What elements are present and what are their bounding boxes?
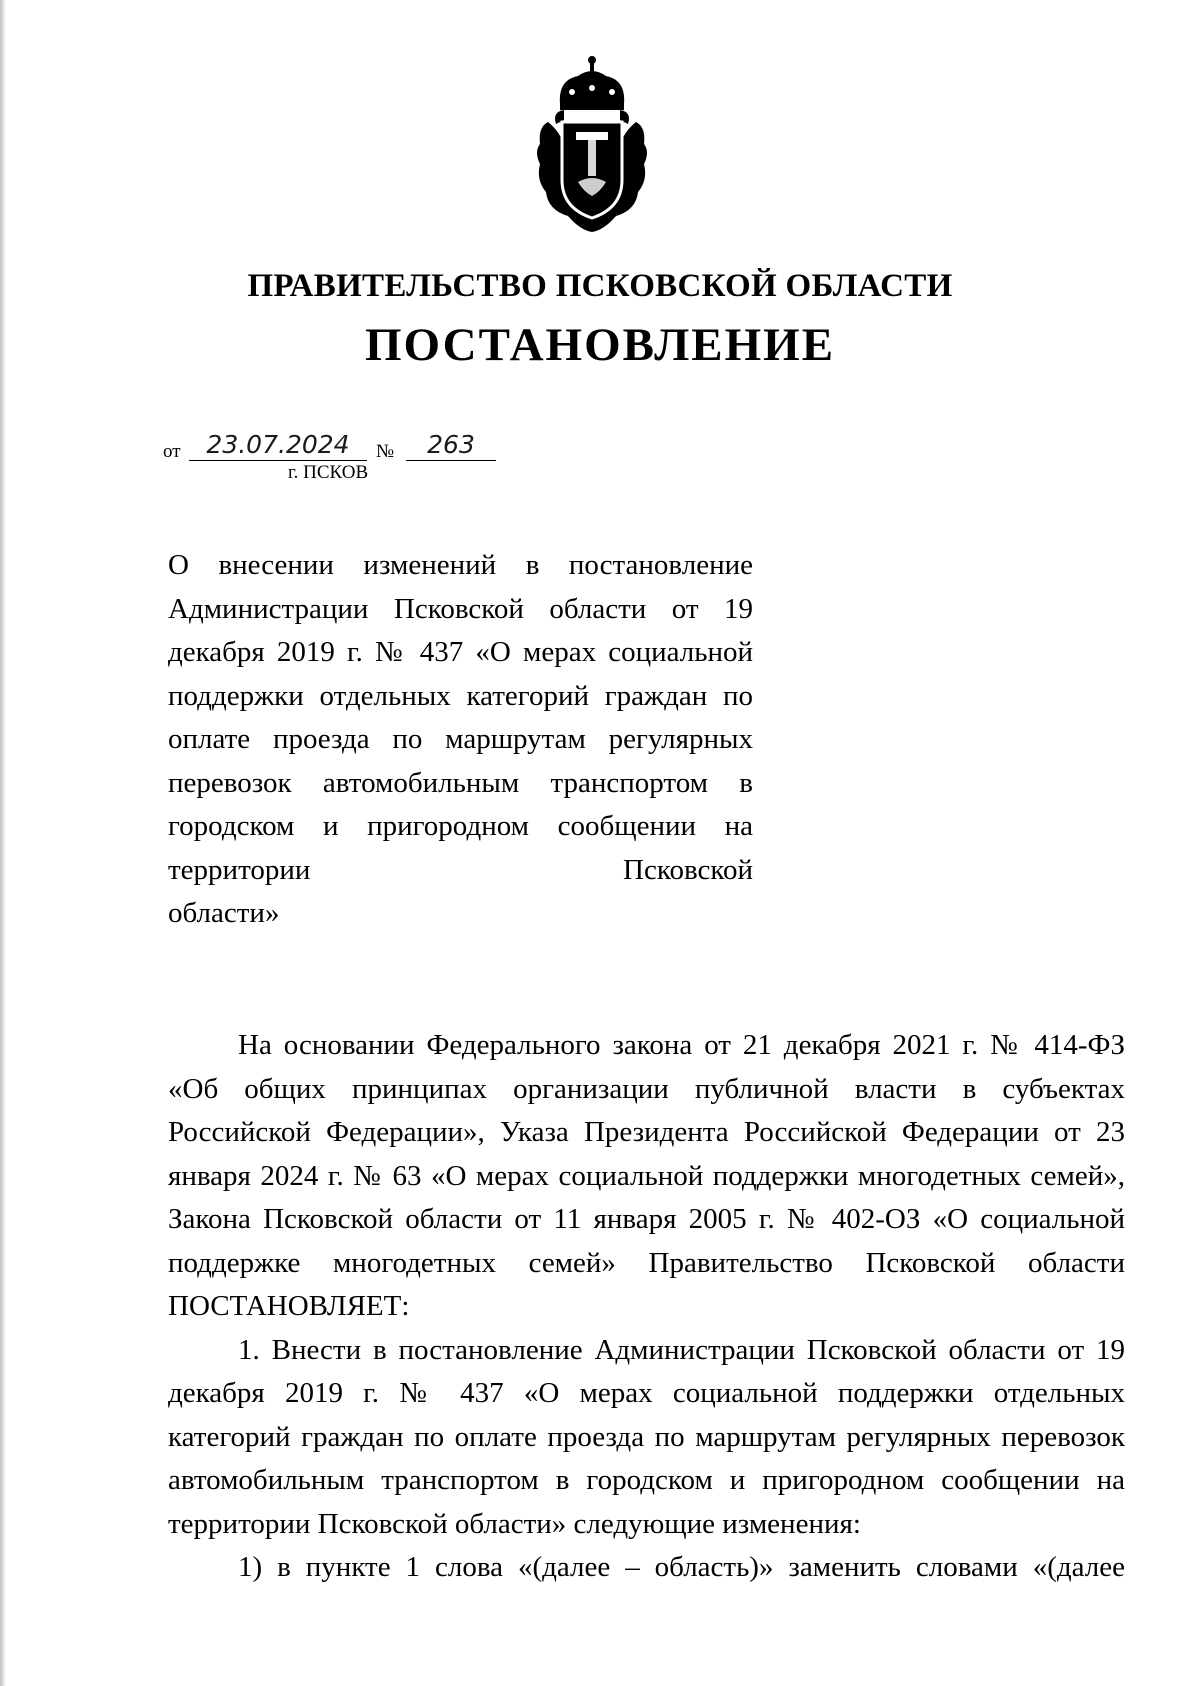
subject-last-line: области» [168, 897, 280, 929]
number-prefix: № [376, 441, 395, 462]
organization-title: ПРАВИТЕЛЬСТВО ПСКОВСКОЙ ОБЛАСТИ [247, 268, 953, 304]
handwritten-number: 263 [406, 430, 496, 461]
item-1-paragraph: 1. Внести в постановление Администрации Псковской области от 19 декабря 2019 г. № 437 «О мерах социальной поддержки отдельных категорий граждан по оплате проезда по маршрутам регулярных перевозок автомобильным транспортом в городском и пригородном сообщении на территории Псковской области» следующие изменения: [168, 1333, 1125, 1540]
scan-edge [0, 0, 6, 1686]
date-prefix: от [163, 441, 181, 462]
city-label: г. ПСКОВ [288, 462, 369, 483]
handwritten-date: 23.07.2024 [189, 430, 367, 461]
subitem-1-paragraph: 1) в пункте 1 слова «(далее – область)» заменить словами «(далее [238, 1551, 1125, 1583]
registration-line [163, 430, 523, 464]
document-body [168, 1024, 1125, 1590]
subject-text: О внесении изменений в постановление Администрации Псковской области от 19 декабря 2019 г. № 437 «О мерах социальной поддержки отдельных категорий граждан по оплате проезда по маршрутам регулярных перевозок автомобильным транспортом в городском и пригородном сообщении на территории Псковской [168, 549, 753, 886]
document-type-title: ПОСТАНОВЛЕНИЕ [364, 319, 836, 371]
document-subject [168, 544, 753, 936]
preamble-paragraph: На основании Федерального закона от 21 декабря 2021 г. № 414-ФЗ «Об общих принципах организации публичной власти в субъектах Российской Федерации», Указа Президента Российской Федерации от 23 января 2024 г. № 63 «О мерах социальной поддержки многодетных семей», Закона Псковской области от 11 января 2005 г. № 402-ОЗ «О социальной поддержке многодетных семей» Правительство Псковской области ПОСТАНОВЛЯЕТ: [168, 1029, 1125, 1322]
coat-of-arms-icon [530, 52, 655, 237]
